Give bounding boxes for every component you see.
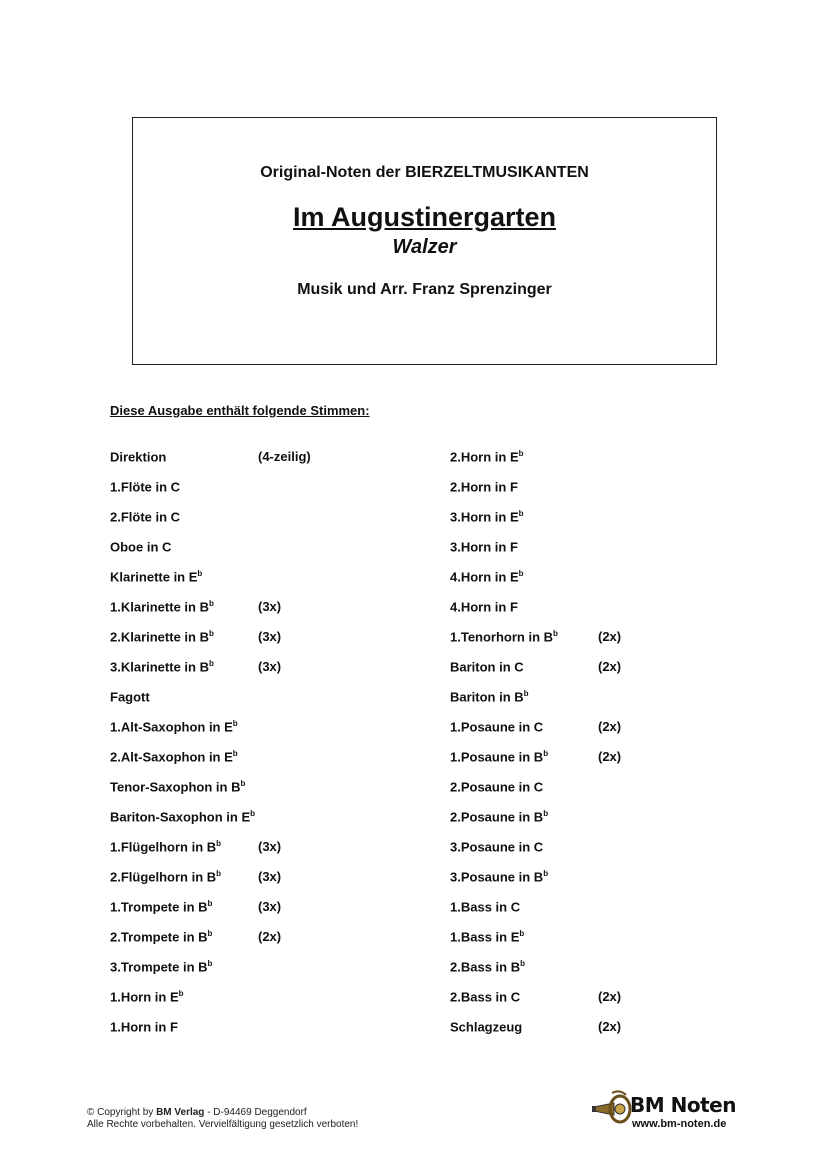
flat-sign: b [207,959,213,968]
part-name [450,929,524,944]
part-name-text: 3.Posaune in B [450,869,544,885]
flat-sign: b [216,839,222,848]
part-name-text: Tenor-Saxophon in B [110,779,241,795]
part-name [110,1019,178,1034]
part-name [110,899,212,914]
part-name [450,719,543,734]
title-box [132,117,717,365]
part-name [450,539,518,554]
part-name-text: 1.Trompete in B [110,899,208,915]
part-name-text: 1.Tenorhorn in B [450,629,554,645]
part-name [110,599,214,614]
flat-sign: b [543,749,549,758]
part-name [450,779,543,794]
part-name-text: 1.Posaune in C [450,719,544,735]
part-name [110,629,214,644]
publisher-name: BM Verlag [156,1107,205,1118]
part-name [450,449,524,464]
part-name [110,809,255,824]
part-count: (2x) [598,989,622,1004]
subtitle: Walzer [392,236,457,258]
part-count: (4-zeilig) [258,449,311,464]
part-name-text: 2.Trompete in B [110,929,208,945]
part-name [450,509,524,524]
part-name-text: Fagott [110,689,150,705]
rights-line: Alle Rechte vorbehalten. Vervielfältigung gesetzlich verboten! [87,1119,359,1130]
part-name-text: 2.Alt-Saxophon in E [110,749,233,765]
part-name-text: 3.Horn in E [450,509,519,525]
flat-sign: b [523,689,529,698]
part-name [450,839,543,854]
flat-sign: b [208,629,214,638]
supertitle: Original-Noten der BIERZELTMUSIKANTEN [260,164,589,181]
flat-sign: b [520,959,525,968]
flat-sign: b [240,779,246,788]
brand-name: BM Noten [630,1093,736,1117]
part-name-text: 1.Bass in C [450,899,521,915]
part-count: (2x) [258,929,282,944]
part-count: (2x) [598,659,622,674]
part-name-text: 3.Posaune in C [450,839,544,855]
flat-sign: b [519,929,525,938]
part-name [450,749,548,764]
part-name-text: 1.Klarinette in B [110,599,209,615]
flat-sign: b [197,569,203,578]
contents-heading: Diese Ausgabe enthält folgende Stimmen: [110,403,370,418]
part-name [110,959,212,974]
part-name-text: 2.Bass in B [450,959,521,975]
part-name [450,569,524,584]
part-name-text: 2.Flöte in C [110,509,181,525]
part-name-text: 2.Posaune in C [450,779,544,795]
flat-sign: b [543,869,549,878]
part-name-text: 1.Alt-Saxophon in E [110,719,233,735]
part-name [450,689,529,704]
flat-sign: b [553,629,558,638]
part-name [110,539,171,554]
flat-sign: b [518,509,524,518]
copyright-line [87,1107,358,1119]
part-name-text: Klarinette in E [110,569,198,585]
part-count: (2x) [598,629,622,644]
publisher-logo [590,1085,740,1133]
part-count: (2x) [598,749,622,764]
part-name-text: 3.Horn in F [450,539,518,555]
part-name [450,479,518,494]
part-name [110,989,184,1004]
part-count: (3x) [258,629,282,644]
part-name-text: Bariton-Saxophon in E [110,809,251,825]
part-name [450,1019,522,1034]
part-name-text: 1.Horn in E [110,989,179,1005]
part-name-text: 2.Klarinette in B [110,629,209,645]
part-name [110,869,221,884]
flat-sign: b [232,719,238,728]
part-name [110,659,214,674]
part-name-text: Oboe in C [110,539,172,555]
part-count: (3x) [258,869,282,884]
part-count: (3x) [258,599,282,614]
part-name-text: 1.Posaune in B [450,749,544,765]
part-name-text: 3.Klarinette in B [110,659,209,675]
footer [87,1107,358,1131]
part-name [450,629,558,644]
brand-url: www.bm-noten.de [632,1118,727,1130]
copyright-suffix: - D-94469 Deggendorf [204,1107,307,1118]
part-count: (3x) [258,659,282,674]
part-name-text: 2.Flügelhorn in B [110,869,217,885]
part-name [110,929,212,944]
part-name [450,869,548,884]
part-name [450,599,518,614]
part-name-text: Bariton in B [450,689,524,705]
flat-sign: b [208,659,214,668]
page-title: Im Augustinergarten [292,202,557,232]
part-name-text: 1.Flügelhorn in B [110,839,217,855]
flat-sign: b [518,449,524,458]
part-name [110,689,150,704]
part-name [110,749,238,764]
part-name [110,479,180,494]
part-count: (3x) [258,839,282,854]
flat-sign: b [216,869,222,878]
part-name [450,959,525,974]
flat-sign: b [250,809,256,818]
part-name-text: 2.Horn in F [450,479,518,495]
part-name-text: Direktion [110,449,167,465]
part-name-text: 2.Posaune in B [450,809,544,825]
part-name-text: 3.Trompete in B [110,959,208,975]
part-name [110,449,166,464]
part-name [110,779,245,794]
part-count: (2x) [598,1019,622,1034]
composer-credit: Musik und Arr. Franz Sprenzinger [297,281,552,298]
part-name-text: 2.Horn in E [450,449,519,465]
flat-sign: b [543,809,549,818]
part-name [110,719,238,734]
part-name-text: 2.Bass in C [450,989,521,1005]
flat-sign: b [208,599,214,608]
part-name [110,509,180,524]
flat-sign: b [207,899,213,908]
flat-sign: b [518,569,524,578]
copyright-prefix: © Copyright by [87,1107,157,1118]
part-name-text: 4.Horn in E [450,569,519,585]
part-count: (2x) [598,719,622,734]
part-name-text: 1.Bass in E [450,929,520,945]
flat-sign: b [207,929,213,938]
part-name-text: Schlagzeug [450,1019,523,1035]
part-name [450,899,520,914]
part-name [110,569,202,584]
part-name-text: 4.Horn in F [450,599,518,615]
part-name [110,839,221,854]
part-name [450,989,520,1004]
part-count: (3x) [258,899,282,914]
part-name [450,659,524,674]
part-name-text: 1.Flöte in C [110,479,181,495]
part-name-text: 1.Horn in F [110,1019,178,1035]
flat-sign: b [178,989,184,998]
part-name [450,809,548,824]
part-name-text: Bariton in C [450,659,524,675]
flat-sign: b [232,749,238,758]
